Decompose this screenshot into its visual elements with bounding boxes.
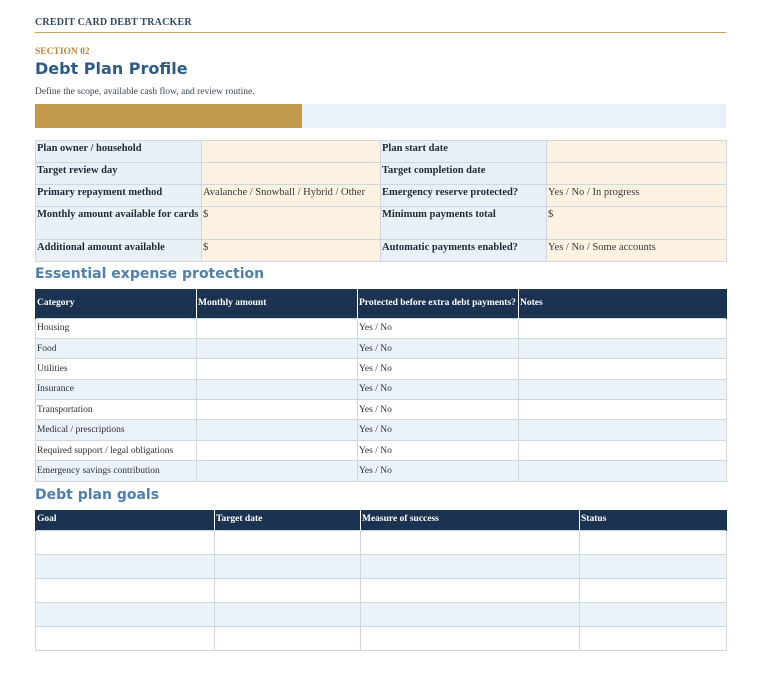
- column-header: Status: [580, 510, 727, 530]
- table-cell[interactable]: [36, 554, 215, 578]
- column-header: Category: [36, 289, 197, 318]
- profile-row: [36, 141, 727, 163]
- table-cell[interactable]: [197, 420, 358, 440]
- table-cell[interactable]: [580, 530, 727, 554]
- profile-label: Emergency reserve protected?: [381, 185, 547, 207]
- table-cell[interactable]: [519, 338, 727, 358]
- table-cell[interactable]: Food: [36, 338, 197, 358]
- table-cell[interactable]: [519, 440, 727, 460]
- profile-row: [36, 240, 727, 262]
- profile-row: [36, 185, 727, 207]
- column-header: Goal: [36, 510, 215, 530]
- table-cell[interactable]: [580, 554, 727, 578]
- progress-bar: [35, 104, 726, 128]
- table-cell[interactable]: Yes / No: [358, 359, 519, 379]
- profile-value[interactable]: Yes / No / Some accounts: [547, 240, 727, 262]
- profile-value[interactable]: [202, 163, 381, 185]
- progress-fill: [35, 104, 302, 128]
- table-cell[interactable]: Yes / No: [358, 420, 519, 440]
- table-cell[interactable]: [36, 627, 215, 651]
- table-cell[interactable]: [36, 578, 215, 602]
- profile-value[interactable]: [202, 141, 381, 163]
- table-cell[interactable]: [519, 379, 727, 399]
- profile-row: [36, 207, 727, 240]
- profile-label: Automatic payments enabled?: [381, 240, 547, 262]
- table-cell[interactable]: [580, 603, 727, 627]
- table-cell[interactable]: Required support / legal obligations: [36, 440, 197, 460]
- column-header: Measure of success: [361, 510, 580, 530]
- table-cell[interactable]: [215, 627, 361, 651]
- essential-table: [35, 289, 727, 482]
- page-title: Debt Plan Profile: [35, 59, 188, 78]
- table-cell[interactable]: Medical / prescriptions: [36, 420, 197, 440]
- profile-label: Plan owner / household: [36, 141, 202, 163]
- table-cell[interactable]: [215, 530, 361, 554]
- table-cell[interactable]: [519, 359, 727, 379]
- goals-heading: Debt plan goals: [35, 487, 160, 503]
- table-row: [36, 318, 727, 338]
- table-cell[interactable]: Transportation: [36, 400, 197, 420]
- table-cell[interactable]: Yes / No: [358, 338, 519, 358]
- column-header: Protected before extra debt payments?: [358, 289, 519, 318]
- table-row: [36, 440, 727, 460]
- table-cell[interactable]: [36, 530, 215, 554]
- profile-label: Primary repayment method: [36, 185, 202, 207]
- table-row: [36, 530, 727, 554]
- table-cell[interactable]: [361, 578, 580, 602]
- profile-label: Monthly amount available for cards: [36, 207, 202, 240]
- table-cell[interactable]: Utilities: [36, 359, 197, 379]
- profile-row: [36, 163, 727, 185]
- profile-label: Additional amount available: [36, 240, 202, 262]
- profile-label: Target completion date: [381, 163, 547, 185]
- column-header: Target date: [215, 510, 361, 530]
- table-cell[interactable]: [361, 530, 580, 554]
- table-row: [36, 554, 727, 578]
- table-row: [36, 578, 727, 602]
- essential-heading: Essential expense protection: [35, 266, 265, 282]
- table-cell[interactable]: [361, 603, 580, 627]
- column-header: Notes: [519, 289, 727, 318]
- section-label: SECTION 02: [35, 47, 90, 57]
- profile-label: Minimum payments total: [381, 207, 547, 240]
- table-row: [36, 627, 727, 651]
- table-row: [36, 603, 727, 627]
- goals-table: [35, 510, 727, 651]
- profile-label: Plan start date: [381, 141, 547, 163]
- tracker-title: CREDIT CARD DEBT TRACKER: [35, 17, 726, 33]
- table-cell[interactable]: [197, 440, 358, 460]
- table-cell[interactable]: [197, 461, 358, 481]
- table-row: [36, 359, 727, 379]
- table-cell[interactable]: [197, 338, 358, 358]
- table-cell[interactable]: [36, 603, 215, 627]
- table-cell[interactable]: [361, 627, 580, 651]
- table-cell[interactable]: [197, 318, 358, 338]
- profile-value[interactable]: $: [547, 207, 727, 240]
- table-cell[interactable]: [215, 603, 361, 627]
- profile-label: Target review day: [36, 163, 202, 185]
- profile-value[interactable]: $: [202, 207, 381, 240]
- table-cell[interactable]: [519, 461, 727, 481]
- table-row: [36, 338, 727, 358]
- table-row: [36, 420, 727, 440]
- profile-table: [35, 140, 727, 262]
- table-cell[interactable]: [580, 627, 727, 651]
- table-cell[interactable]: Yes / No: [358, 318, 519, 338]
- table-cell[interactable]: Yes / No: [358, 379, 519, 399]
- profile-value[interactable]: Avalanche / Snowball / Hybrid / Other: [202, 185, 381, 207]
- table-cell[interactable]: [519, 420, 727, 440]
- table-cell[interactable]: [519, 318, 727, 338]
- table-row: [36, 461, 727, 481]
- table-cell[interactable]: Insurance: [36, 379, 197, 399]
- table-cell[interactable]: [215, 554, 361, 578]
- profile-value[interactable]: [547, 141, 727, 163]
- table-cell[interactable]: Emergency savings contribution: [36, 461, 197, 481]
- profile-value[interactable]: [547, 163, 727, 185]
- table-cell[interactable]: [197, 400, 358, 420]
- column-header: Monthly amount: [197, 289, 358, 318]
- table-cell[interactable]: Housing: [36, 318, 197, 338]
- table-row: [36, 379, 727, 399]
- table-cell[interactable]: Yes / No: [358, 400, 519, 420]
- page-description: Define the scope, available cash flow, and review routine.: [35, 87, 255, 97]
- table-cell[interactable]: Yes / No: [358, 440, 519, 460]
- table-cell[interactable]: [215, 578, 361, 602]
- table-cell[interactable]: [197, 379, 358, 399]
- profile-value[interactable]: Yes / No / In progress: [547, 185, 727, 207]
- table-cell[interactable]: [197, 359, 358, 379]
- table-cell[interactable]: [519, 400, 727, 420]
- table-cell[interactable]: Yes / No: [358, 461, 519, 481]
- table-row: [36, 400, 727, 420]
- table-cell[interactable]: [361, 554, 580, 578]
- table-cell[interactable]: [580, 578, 727, 602]
- profile-value[interactable]: $: [202, 240, 381, 262]
